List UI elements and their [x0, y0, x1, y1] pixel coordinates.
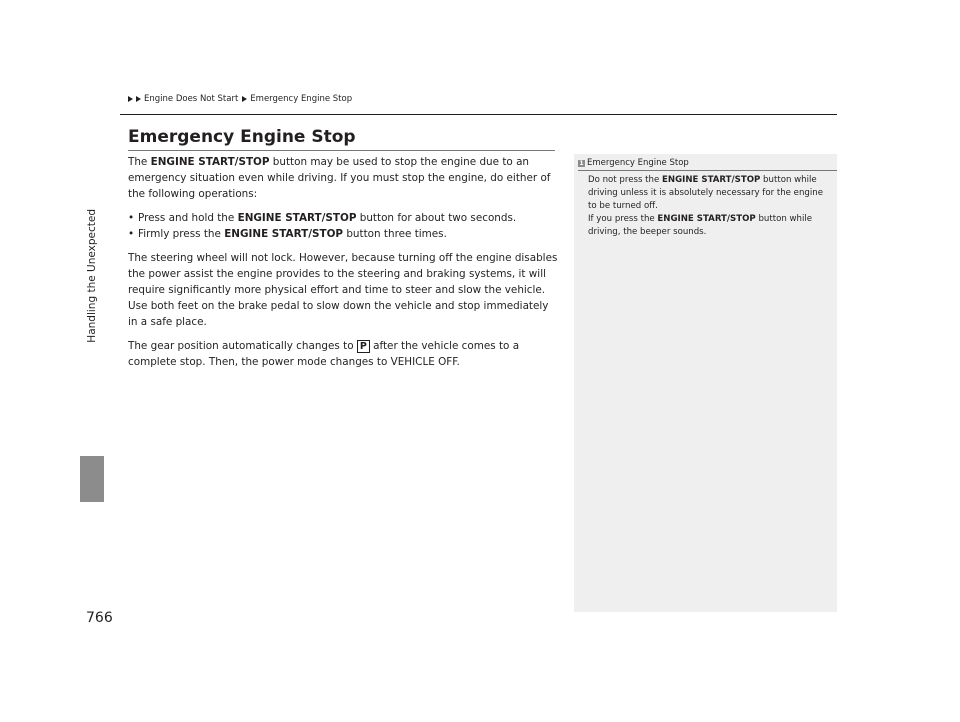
header-rule	[120, 114, 837, 115]
intro-paragraph	[128, 154, 560, 202]
breadcrumb-item[interactable]: Engine Does Not Start	[144, 94, 239, 104]
gear-paragraph	[128, 338, 560, 370]
steering-paragraph: The steering wheel will not lock. However, because turning off the engine disables the power assist the engine provides to the steering and braking systems, it will require significantly more physical effort and time to steer and slow the vehicle. Use both feet on the brake pedal to slow down the vehicle and stop immediately in a safe place.	[128, 252, 558, 328]
breadcrumb-arrow-icon	[128, 96, 133, 102]
text: Firmly press the	[138, 228, 225, 240]
text: button may be used to stop the engine due to an emergency situation even while driving. If you must stop the engine, do either of the following operations:	[128, 156, 551, 200]
note-title: Emergency Engine Stop	[587, 158, 689, 168]
list-item	[128, 210, 560, 226]
text: after the vehicle comes to a complete stop. Then, the power mode changes to VEHICLE OFF.	[128, 340, 520, 368]
side-tab-marker	[80, 456, 104, 502]
text: The	[128, 156, 151, 168]
breadcrumb-arrow-icon	[136, 96, 141, 102]
note-heading	[578, 158, 689, 168]
section-body	[128, 154, 560, 378]
button-name: ENGINE START/STOP	[150, 156, 270, 168]
text: Do not press the	[588, 175, 663, 185]
operation-list	[128, 210, 560, 242]
text: button while driving, the beeper sounds.	[588, 214, 813, 237]
text: button while driving unless it is absolutely necessary for the engine to be turned off.	[588, 175, 823, 211]
breadcrumb	[128, 94, 352, 104]
note-rule	[578, 170, 837, 171]
side-tab-label: Handling the Unexpected	[86, 209, 98, 343]
button-name: ENGINE START/STOP	[237, 212, 357, 224]
bullet-icon: •	[128, 212, 135, 224]
breadcrumb-arrow-icon	[242, 96, 247, 102]
bullet-icon: •	[128, 228, 135, 240]
button-name: ENGINE START/STOP	[224, 228, 344, 240]
note-body	[588, 174, 830, 239]
button-name: ENGINE START/STOP	[657, 214, 756, 224]
text: The gear position automatically changes to	[128, 340, 357, 352]
button-name: ENGINE START/STOP	[662, 175, 761, 185]
breadcrumb-item[interactable]: Emergency Engine Stop	[250, 94, 353, 104]
text: If you press the	[588, 214, 658, 224]
text: button for about two seconds.	[356, 212, 517, 224]
note-line	[588, 174, 830, 213]
park-key-icon: P	[357, 340, 370, 353]
side-note-panel	[574, 154, 837, 612]
text: button three times.	[343, 228, 447, 240]
title-rule	[128, 150, 555, 151]
side-tab	[80, 96, 104, 456]
note-line	[588, 213, 830, 239]
section-title: Emergency Engine Stop	[128, 127, 356, 147]
list-item	[128, 226, 560, 242]
page-number: 766	[86, 610, 113, 626]
note-marker-icon: 1	[579, 159, 584, 167]
text: Press and hold the	[138, 212, 238, 224]
